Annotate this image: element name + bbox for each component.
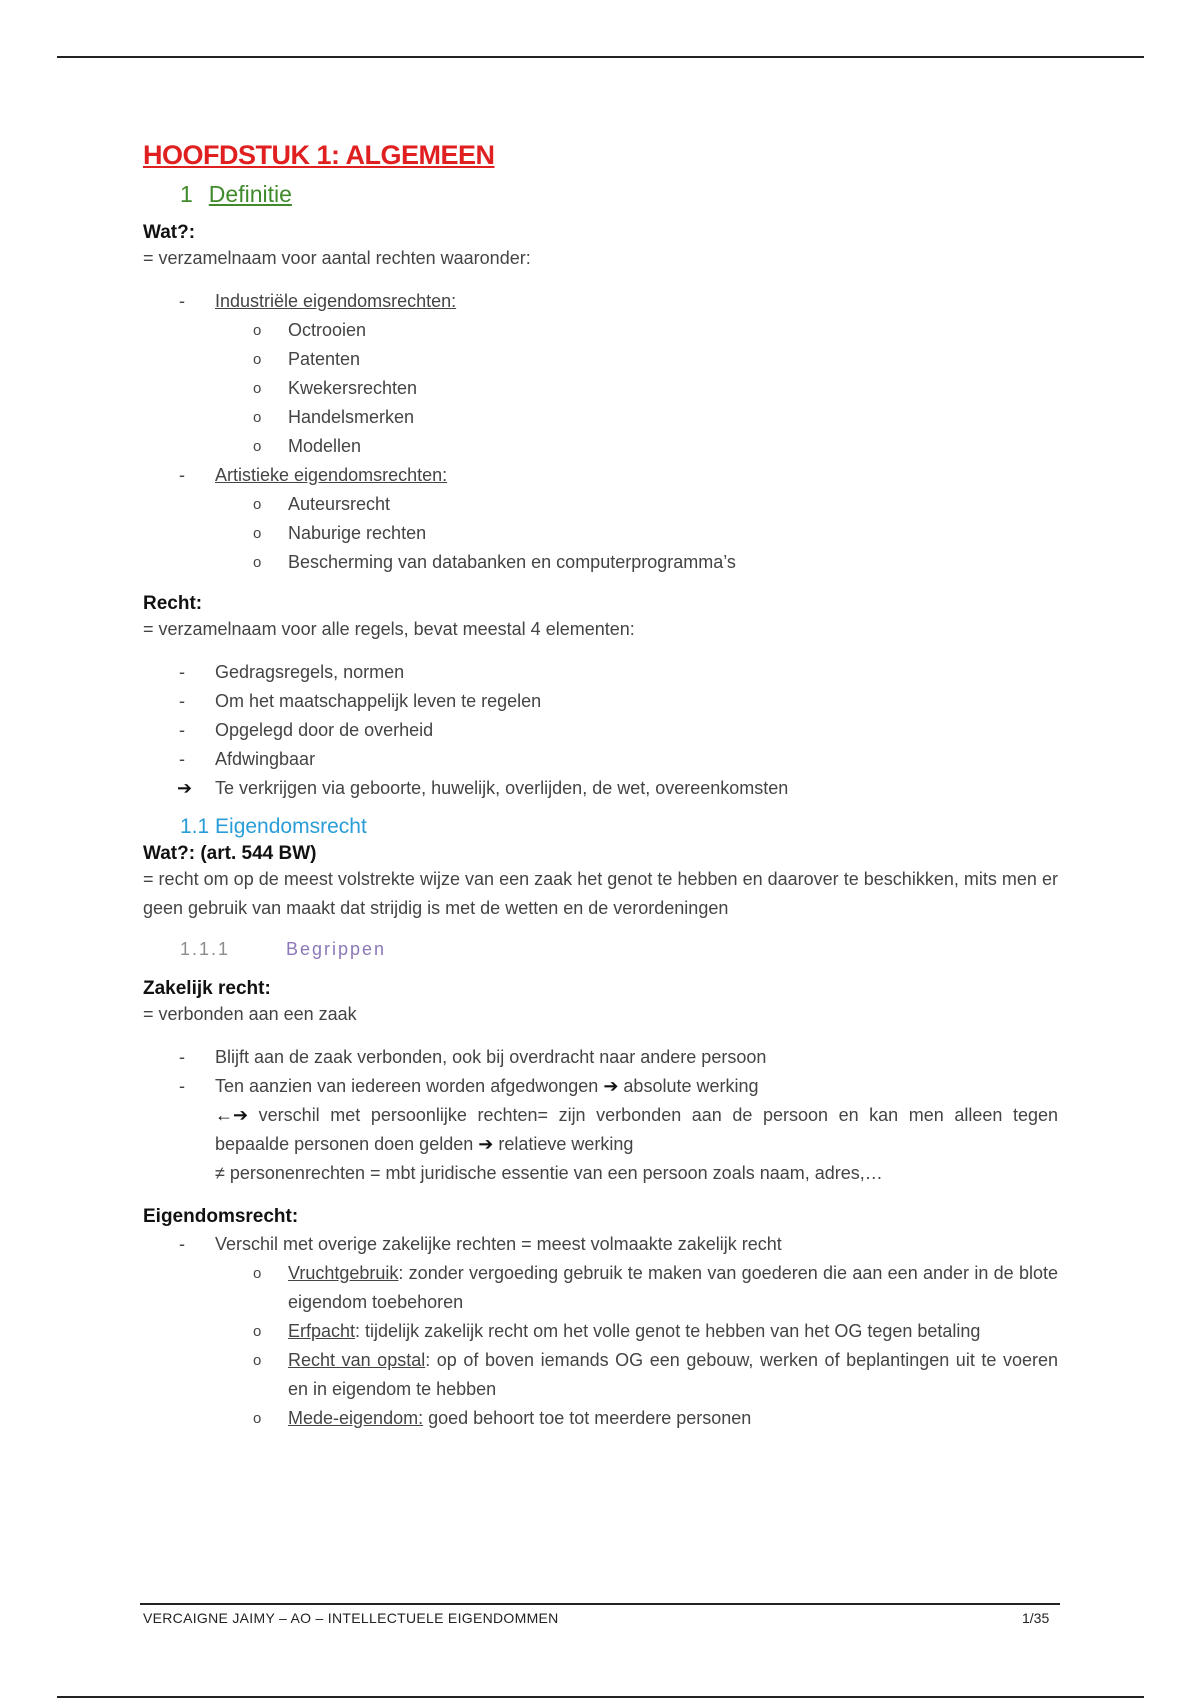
sublist-item — [143, 374, 1058, 403]
arrow-right-icon: ➔ — [603, 1076, 619, 1096]
zakelijk-list — [143, 1043, 1058, 1188]
sublist-item-text: Bescherming van databanken en computerprogramma’s — [288, 552, 736, 572]
list-item-text: absolute werking — [623, 1076, 759, 1096]
sublist-item-text: Modellen — [288, 436, 362, 456]
arrow-both-icon: ←➔ — [215, 1105, 249, 1125]
sublist-item — [143, 316, 1058, 345]
group-title-artistic: Artistieke eigendomsrechten: — [215, 465, 448, 485]
sublist-item — [143, 403, 1058, 432]
industrial-sublist — [143, 316, 1058, 461]
list-item — [143, 745, 1058, 774]
sublist-item — [143, 519, 1058, 548]
bullet-glyph: o — [253, 351, 262, 368]
list-item-text: Ten aanzien van iedereen worden afgedwongen — [215, 1076, 599, 1096]
term-vruchtgebruik: Vruchtgebruik — [288, 1263, 399, 1283]
zakelijk-label: Zakelijk recht: — [143, 978, 271, 999]
item-continuation — [215, 1101, 1058, 1159]
bullet-glyph: o — [253, 1265, 262, 1282]
artistic-sublist — [143, 490, 1058, 577]
dash-glyph: - — [179, 1047, 185, 1067]
list-item — [143, 1072, 1058, 1188]
bullet-glyph: o — [253, 496, 262, 513]
list-item — [143, 716, 1058, 745]
subsection-heading-eigendomsrecht: 1.1 Eigendomsrecht — [180, 815, 367, 838]
bullet-glyph: o — [253, 438, 262, 455]
zakelijk-definition: = verbonden aan een zaak — [143, 1004, 357, 1024]
sublist-item — [143, 490, 1058, 519]
sublist-item — [143, 432, 1058, 461]
arrow-right-icon: ➔ — [478, 1134, 494, 1154]
term-mede-eigendom: Mede-eigendom: — [288, 1408, 424, 1428]
bullet-glyph: o — [253, 380, 262, 397]
dash-glyph: - — [179, 749, 185, 769]
dash-glyph: - — [179, 1076, 185, 1096]
term-text: goed behoort toe tot meerdere personen — [423, 1408, 752, 1428]
dash-glyph: - — [179, 720, 185, 740]
sublist-item — [143, 548, 1058, 577]
document-page — [143, 140, 1058, 1433]
sublist-item — [143, 1404, 1058, 1433]
list-item-text: Gedragsregels, normen — [215, 662, 405, 682]
bullet-glyph: o — [253, 1352, 262, 1369]
wat-label: Wat?: — [143, 222, 196, 243]
bullet-glyph: o — [253, 525, 262, 542]
dash-glyph: - — [179, 465, 185, 485]
term-text: : op of boven iemands OG een gebouw, werken of beplantingen uit te voeren en in eigendom te hebben — [288, 1350, 1058, 1399]
term-text: : zonder vergoeding gebruik te maken van goederen die aan een ander in de blote eigendom toebehoren — [288, 1263, 1058, 1312]
section-number: 1 — [180, 181, 193, 207]
bottom-rule — [57, 1696, 1144, 1698]
sublist-item-text: Octrooien — [288, 320, 367, 340]
list-item — [143, 1259, 1058, 1433]
eigendom-wat-definition: = recht om op de meest volstrekte wijze van een zaak het genot te hebben en daarover te beschikken, mits men er geen gebruik van maakt dat strijdig is met de wetten en de verordeningen — [143, 869, 1058, 918]
bullet-glyph: o — [253, 1323, 262, 1340]
list-item-text: Te verkrijgen via geboorte, huwelijk, overlijden, de wet, overeenkomsten — [215, 778, 789, 798]
eigendomsrecht-label: Eigendomsrecht: — [143, 1206, 299, 1227]
footer-author-course: VERCAIGNE JAIMY – AO – INTELLECTUELE EIGENDOMMEN — [143, 1610, 559, 1626]
group-title-industrial: Industriële eigendomsrechten: — [215, 291, 457, 311]
bullet-glyph: o — [253, 1410, 262, 1427]
continuation-text: relatieve werking — [498, 1134, 634, 1154]
list-item-text: Om het maatschappelijk leven te regelen — [215, 691, 542, 711]
footer-rule — [140, 1603, 1060, 1605]
list-item — [143, 461, 1058, 490]
wat-definition: = verzamelnaam voor aantal rechten waaronder: — [143, 248, 531, 268]
list-item — [143, 1043, 1058, 1072]
chapter-title: HOOFDSTUK 1: ALGEMEEN — [143, 140, 495, 170]
dash-glyph: - — [179, 662, 185, 682]
dash-glyph: - — [179, 1234, 185, 1254]
sublist-item-text: Kwekersrechten — [288, 378, 418, 398]
sublist-item — [143, 1317, 1058, 1346]
list-item — [143, 774, 1058, 803]
section-title: Definitie — [208, 181, 292, 207]
sublist-item — [143, 345, 1058, 374]
rights-list — [143, 287, 1058, 577]
term-text: : tijdelijk zakelijk recht om het volle genot te hebben van het OG tegen betaling — [355, 1321, 981, 1341]
bullet-glyph: o — [253, 409, 262, 426]
subsubsection-heading-begrippen — [180, 939, 1058, 960]
subsubsection-title: Begrippen — [286, 939, 387, 959]
list-item-text: Afdwingbaar — [215, 749, 316, 769]
sublist-item — [143, 1346, 1058, 1404]
sublist-item-text: Naburige rechten — [288, 523, 427, 543]
list-item-text: Opgelegd door de overheid — [215, 720, 434, 740]
section-heading-definitie — [180, 181, 1058, 208]
term-erfpacht: Erfpacht — [288, 1321, 356, 1341]
list-item-text: Verschil met overige zakelijke rechten = meest volmaakte zakelijk recht — [215, 1234, 782, 1254]
bullet-glyph: o — [253, 322, 262, 339]
list-item-text: Blijft aan de zaak verbonden, ook bij overdracht naar andere persoon — [215, 1047, 767, 1067]
dash-glyph: - — [179, 291, 185, 311]
term-recht-van-opstal: Recht van opstal — [288, 1350, 426, 1370]
list-item — [143, 287, 1058, 316]
subsubsection-number: 1.1.1 — [180, 939, 231, 959]
page-number: 1/35 — [1022, 1610, 1050, 1626]
list-item — [143, 687, 1058, 716]
sublist-item — [143, 1259, 1058, 1317]
item-continuation: ≠ personenrechten = mbt juridische essentie van een persoon zoals naam, adres,… — [215, 1163, 883, 1183]
sublist-item-text: Patenten — [288, 349, 361, 369]
eigendomsrecht-list — [143, 1230, 1058, 1433]
eigendom-wat-label: Wat?: (art. 544 BW) — [143, 843, 317, 864]
recht-elements-list — [143, 658, 1058, 803]
list-item — [143, 490, 1058, 577]
bullet-glyph: o — [253, 554, 262, 571]
list-item — [143, 1230, 1058, 1259]
recht-definition: = verzamelnaam voor alle regels, bevat meestal 4 elementen: — [143, 619, 635, 639]
continuation-text: verschil met persoonlijke rechten= zijn verbonden aan de persoon en kan men alleen tegen bepaalde personen doen gelden — [215, 1105, 1058, 1154]
list-item — [143, 658, 1058, 687]
sublist-item-text: Handelsmerken — [288, 407, 415, 427]
top-rule — [57, 56, 1144, 58]
eigendomsrecht-sublist — [143, 1259, 1058, 1433]
arrow-right-icon: ➔ — [177, 778, 193, 798]
sublist-item-text: Auteursrecht — [288, 494, 391, 514]
list-item — [143, 316, 1058, 461]
recht-label: Recht: — [143, 593, 203, 614]
dash-glyph: - — [179, 691, 185, 711]
